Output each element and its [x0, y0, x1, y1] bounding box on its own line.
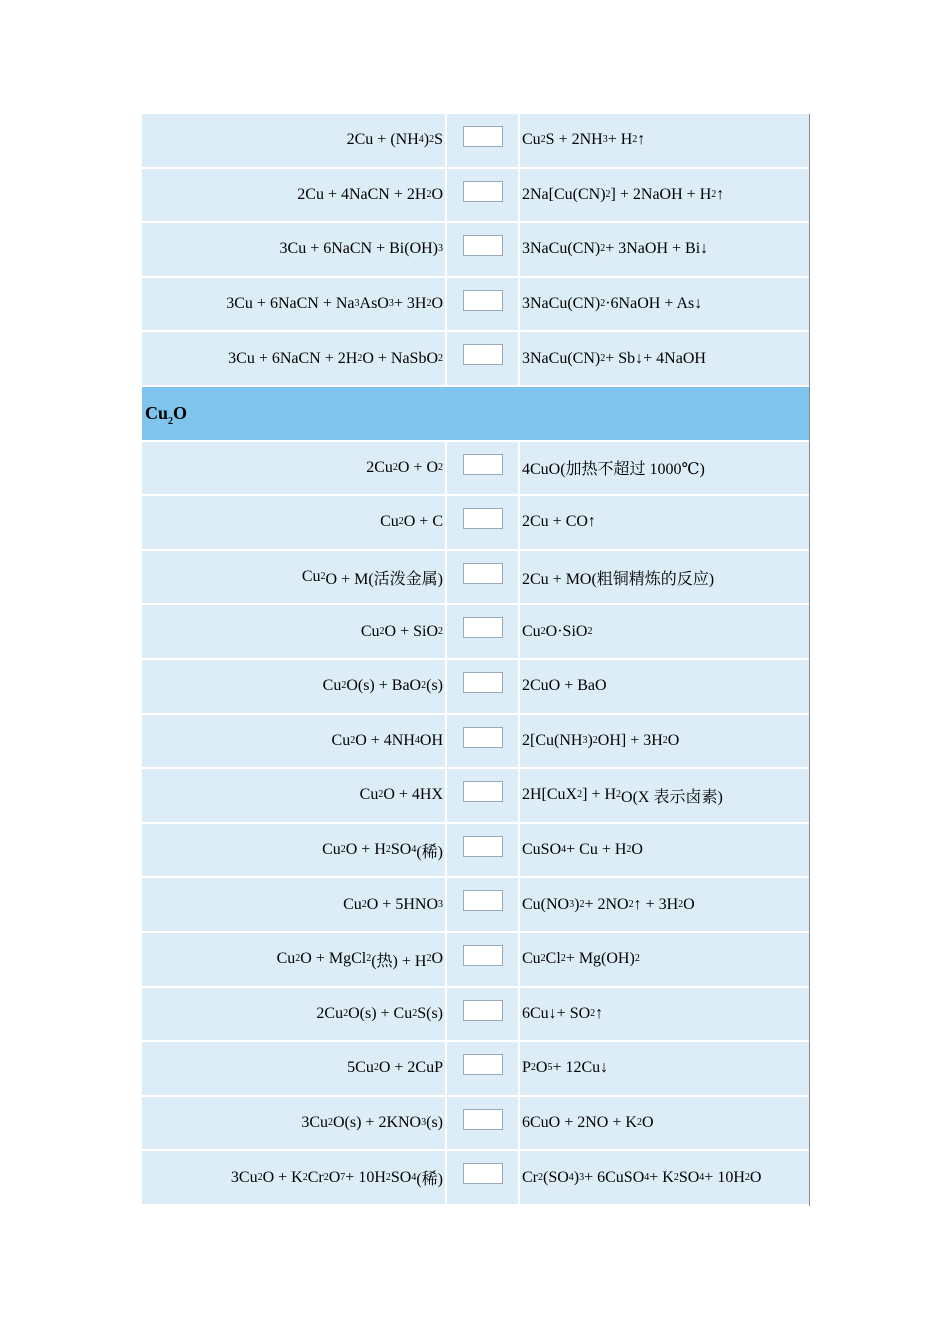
reactants-cell: Cu 2 O + 4HX — [142, 769, 447, 822]
products-cell: Cr 2 (SO 4 ) 3 + 6CuSO 4 + K 2 SO 4 + 10H 2 O — [520, 1151, 809, 1204]
condition-box — [463, 617, 503, 638]
reactants-cell: Cu 2 O(s) + BaO 2 (s) — [142, 660, 447, 713]
condition-box — [463, 454, 503, 475]
reaction-row — [142, 878, 809, 933]
condition-box — [463, 1000, 503, 1021]
reaction-row — [142, 332, 809, 387]
reactants-cell: 2Cu + (NH 4 ) 2 S — [142, 114, 447, 167]
products-cell: 3NaCu(CN) 2 + Sb↓+ 4NaOH — [520, 332, 809, 385]
reactants-cell: 3Cu 2 O(s) + 2KNO 3 (s) — [142, 1097, 447, 1150]
reaction-group-cu — [142, 114, 809, 387]
condition-box — [463, 126, 503, 147]
reactants-cell: 3Cu + 6NaCN + Na 3 AsO 3 + 3H 2 O — [142, 278, 447, 331]
condition-cell — [447, 496, 520, 549]
condition-cell — [447, 551, 520, 604]
reactants-cell: 2Cu 2 O(s) + Cu 2 S(s) — [142, 988, 447, 1041]
condition-box — [463, 344, 503, 365]
reactants-cell: 2Cu 2 O + O 2 — [142, 442, 447, 495]
products-cell: 3NaCu(CN) 2 ·6NaOH + As↓ — [520, 278, 809, 331]
condition-cell — [447, 933, 520, 986]
condition-box — [463, 563, 503, 584]
condition-box — [463, 781, 503, 802]
condition-cell — [447, 223, 520, 276]
condition-cell — [447, 278, 520, 331]
condition-cell — [447, 114, 520, 167]
reaction-row — [142, 824, 809, 879]
reaction-row — [142, 223, 809, 278]
condition-cell — [447, 824, 520, 877]
products-cell: 3NaCu(CN) 2 + 3NaOH + Bi↓ — [520, 223, 809, 276]
condition-cell — [447, 442, 520, 495]
reactants-cell: Cu 2 O + SiO 2 — [142, 605, 447, 658]
condition-box — [463, 890, 503, 911]
reactants-cell: Cu 2 O + 4NH 4 OH — [142, 715, 447, 768]
reactants-cell: 2Cu + 4NaCN + 2H 2 O — [142, 169, 447, 222]
products-cell: 2H[CuX 2 ] + H 2 O(X 表示卤素) — [520, 769, 809, 822]
condition-box — [463, 672, 503, 693]
products-cell: P 2 O 5 + 12Cu↓ — [520, 1042, 809, 1095]
reaction-row — [142, 660, 809, 715]
reaction-row — [142, 442, 809, 497]
reaction-row — [142, 1097, 809, 1152]
condition-cell — [447, 878, 520, 931]
condition-cell — [447, 660, 520, 713]
reactants-cell: 3Cu + 6NaCN + Bi(OH) 3 — [142, 223, 447, 276]
reaction-row — [142, 278, 809, 333]
condition-box — [463, 181, 503, 202]
section-header — [142, 387, 809, 442]
condition-cell — [447, 1097, 520, 1150]
reaction-row — [142, 114, 809, 169]
reaction-row — [142, 1151, 809, 1206]
condition-cell — [447, 1042, 520, 1095]
condition-box — [463, 836, 503, 857]
reactants-cell: 3Cu + 6NaCN + 2H 2 O + NaSbO 2 — [142, 332, 447, 385]
condition-box — [463, 1054, 503, 1075]
products-cell: 2CuO + BaO — [520, 660, 809, 713]
condition-cell — [447, 332, 520, 385]
reactants-cell: 5Cu 2 O + 2CuP — [142, 1042, 447, 1095]
reactants-cell: Cu 2 O + MgCl 2 (热) + H 2 O — [142, 933, 447, 986]
reactants-cell: 3Cu 2 O + K 2 Cr 2 O 7 + 10H 2 SO 4 (稀) — [142, 1151, 447, 1204]
reaction-row — [142, 169, 809, 224]
reaction-row — [142, 715, 809, 770]
reaction-table — [142, 114, 810, 1206]
reactants-cell: Cu 2 O + C — [142, 496, 447, 549]
products-cell: 6CuO + 2NO + K 2 O — [520, 1097, 809, 1150]
reaction-row — [142, 551, 809, 606]
condition-box — [463, 508, 503, 529]
section-header-label: $Cu_2O$ — [145, 402, 188, 427]
condition-cell — [447, 169, 520, 222]
reactants-cell: Cu 2 O + H 2 SO 4 (稀) — [142, 824, 447, 877]
products-cell: 2[Cu(NH 3 ) 2 OH] + 3H 2 O — [520, 715, 809, 768]
products-cell: 2Na[Cu(CN) 2 ] + 2NaOH + H 2 ↑ — [520, 169, 809, 222]
products-cell: Cu 2 O·SiO 2 — [520, 605, 809, 658]
reaction-row — [142, 1042, 809, 1097]
reaction-row — [142, 496, 809, 551]
reactants-cell: Cu 2 O + M(活泼金属) — [142, 551, 447, 604]
condition-cell — [447, 605, 520, 658]
products-cell: 2Cu + CO↑ — [520, 496, 809, 549]
condition-cell — [447, 769, 520, 822]
reaction-row — [142, 605, 809, 660]
reaction-row — [142, 988, 809, 1043]
condition-box — [463, 945, 503, 966]
condition-box — [463, 727, 503, 748]
condition-cell — [447, 1151, 520, 1204]
reactants-cell: Cu 2 O + 5HNO 3 — [142, 878, 447, 931]
condition-cell — [447, 988, 520, 1041]
reaction-group-cu2o — [142, 442, 809, 1206]
reaction-row — [142, 933, 809, 988]
products-cell: 4CuO(加热不超过 1000℃) — [520, 442, 809, 495]
products-cell: Cu 2 S + 2NH 3 + H 2 ↑ — [520, 114, 809, 167]
condition-box — [463, 1109, 503, 1130]
products-cell: Cu(NO 3 ) 2 + 2NO 2 ↑ + 3H 2 O — [520, 878, 809, 931]
reaction-row — [142, 769, 809, 824]
condition-box — [463, 1163, 503, 1184]
products-cell: Cu 2 Cl 2 + Mg(OH) 2 — [520, 933, 809, 986]
condition-cell — [447, 715, 520, 768]
condition-box — [463, 290, 503, 311]
products-cell: 2Cu + MO(粗铜精炼的反应) — [520, 551, 809, 604]
products-cell: 6Cu↓+ SO 2 ↑ — [520, 988, 809, 1041]
products-cell: CuSO 4 + Cu + H 2 O — [520, 824, 809, 877]
condition-box — [463, 235, 503, 256]
